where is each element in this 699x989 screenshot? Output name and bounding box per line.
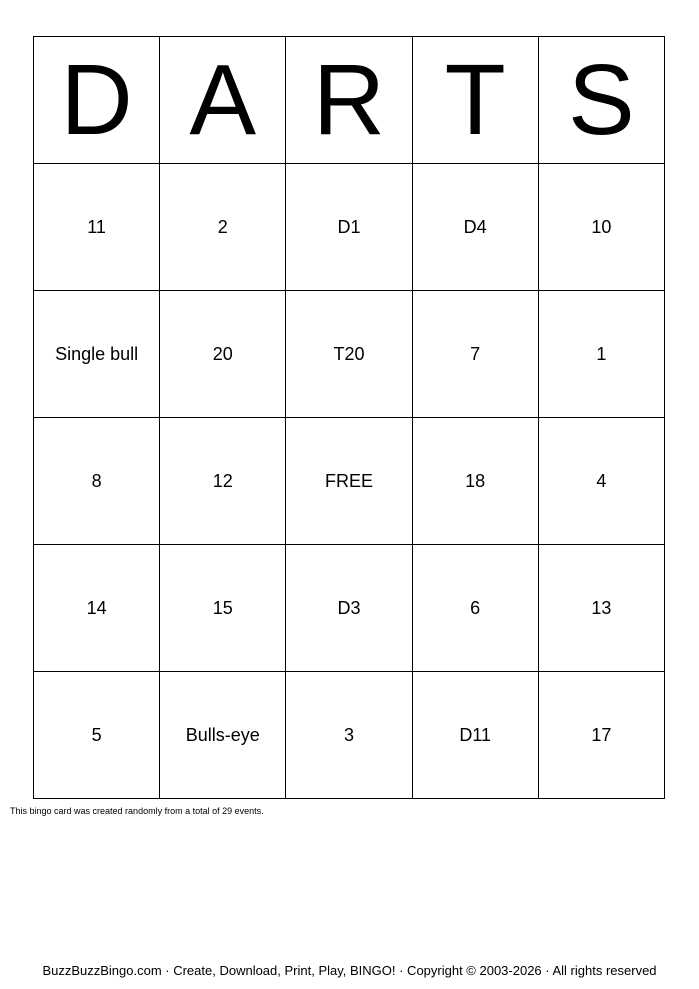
- card-cell: 7: [412, 291, 538, 418]
- card-cell: 6: [412, 545, 538, 672]
- card-cell: 3: [286, 672, 412, 799]
- card-cell: T20: [286, 291, 412, 418]
- card-cell: 13: [538, 545, 664, 672]
- card-cell: 1: [538, 291, 664, 418]
- card-cell: 15: [160, 545, 286, 672]
- header-letter: R: [286, 37, 412, 164]
- card-row: [34, 418, 665, 545]
- card-cell: 18: [412, 418, 538, 545]
- card-row: [34, 545, 665, 672]
- generation-note: This bingo card was created randomly from a total of 29 events.: [10, 806, 264, 816]
- card-cell: 8: [34, 418, 160, 545]
- card-cell: 2: [160, 164, 286, 291]
- card-cell: Bulls-eye: [160, 672, 286, 799]
- card-cell: D3: [286, 545, 412, 672]
- card-cell: 5: [34, 672, 160, 799]
- card-cell: 17: [538, 672, 664, 799]
- card-cell: D11: [412, 672, 538, 799]
- card-cell: 11: [34, 164, 160, 291]
- header-letter: T: [412, 37, 538, 164]
- card-cell: 10: [538, 164, 664, 291]
- card-cell: D4: [412, 164, 538, 291]
- card-cell: 4: [538, 418, 664, 545]
- card-row: [34, 672, 665, 799]
- card-row: [34, 164, 665, 291]
- card-row: [34, 291, 665, 418]
- header-row: [34, 37, 665, 164]
- bingo-card: [33, 36, 665, 799]
- card-cell: 14: [34, 545, 160, 672]
- card-cell: 20: [160, 291, 286, 418]
- card-cell: Single bull: [34, 291, 160, 418]
- header-letter: D: [34, 37, 160, 164]
- card-cell: 12: [160, 418, 286, 545]
- card-cell: D1: [286, 164, 412, 291]
- footer-copyright: BuzzBuzzBingo.com · Create, Download, Print, Play, BINGO! · Copyright © 2003-2026 · All rights reserved: [42, 963, 657, 978]
- header-letter: S: [538, 37, 664, 164]
- free-space-cell: FREE: [286, 418, 412, 545]
- header-letter: A: [160, 37, 286, 164]
